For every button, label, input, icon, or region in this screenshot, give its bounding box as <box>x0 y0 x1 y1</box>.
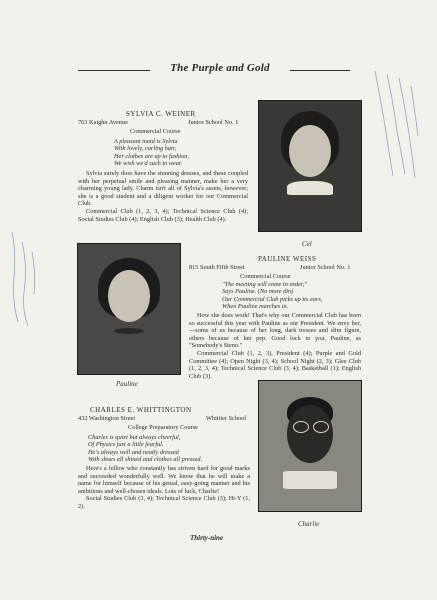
student-photo <box>258 380 362 512</box>
student-address: 432 Washington Street <box>78 415 136 422</box>
student-school: Junior School No. 1 <box>300 264 351 271</box>
student-bio: Here's a fellow who constantly has striven hard for good marks and succeeded wonderfully well. We know that he will make a name for himself because of his genial, easy-going manner and his ambitions and well-chosen ideals. Lots of luck, Charlie! Social Studies Club (3, 4); Technical Science Club (3); Hi-Y (1, 2). <box>78 465 250 510</box>
page-header-title: The Purple and Gold <box>170 62 270 74</box>
student-photo <box>258 100 362 232</box>
student-verse: A pleasant maid is Sylvia With lovely, curling hair, Her clothes are up to fashion, We wish we'd such to wear. <box>114 138 189 168</box>
student-name: SYLVIA C. WEINER <box>126 110 196 118</box>
page-number: Thirty-nine <box>190 534 224 542</box>
handwriting-left-marks <box>2 222 42 332</box>
student-verse: "The meeting will come to order," Says Pauline. (No more din) Our Commercial Club picks up its ears, When Pauline marches in. <box>222 281 323 311</box>
student-address: 815 South Fifth Street <box>189 264 245 271</box>
student-course: Commercial Course <box>240 273 291 280</box>
student-course: College Preparatory Course <box>128 424 198 431</box>
student-bio: How she does work! That's why our Commercial Club has been so successful this year with Pauline as our President. We envy her,—some of us because of her long, dark tresses and slim figure, others because of her pep. Good luck to you, Pauline, as "Somebody's Steno." Commercial Club (1, 2, 3), President (4); Purple and Gold Committee (4); Open Night (3, 4); School Night (2, 3); Glee Club (1, 2, 3, 4); Technical Science Club (3, 4); Basketball (1); English Club (3). <box>189 312 361 380</box>
student-name: CHARLES E. WHITTINGTON <box>90 406 192 414</box>
student-address: 763 Kaighn Avenue <box>78 119 128 126</box>
student-bio: Sylvia surely does have the stunning dresses, and these coupled with her perpetual smile and pleasing manner, make her a very charming young lady. Charm isn't all of Sylvia's assets, however; she is a good student and a diligent worker for our Commercial Club. Commercial Club (1, 2, 3, 4); Technical Science Club (4); Social Studies Club (4); English Club (3); Health Club (4). <box>78 170 248 223</box>
photo-caption: Charlie <box>298 520 320 528</box>
student-course: Commercial Course <box>130 128 181 135</box>
student-verse: Charles is quiet but always cheerful, Of Physics just a little fearful. He's always well and neatly dressed With shoes all shined and clothes all pressed. <box>88 434 203 464</box>
student-name: PAULINE WEISS <box>258 255 317 263</box>
student-photo <box>77 243 181 375</box>
student-school: Whittier School <box>206 415 247 422</box>
photo-caption: Pauline <box>116 380 138 388</box>
header-rule-left <box>78 70 150 71</box>
photo-caption: Cel <box>302 240 312 248</box>
student-school: Junior School No. 1 <box>188 119 239 126</box>
handwriting-right-marks <box>355 66 430 186</box>
header-rule-right <box>290 70 350 71</box>
